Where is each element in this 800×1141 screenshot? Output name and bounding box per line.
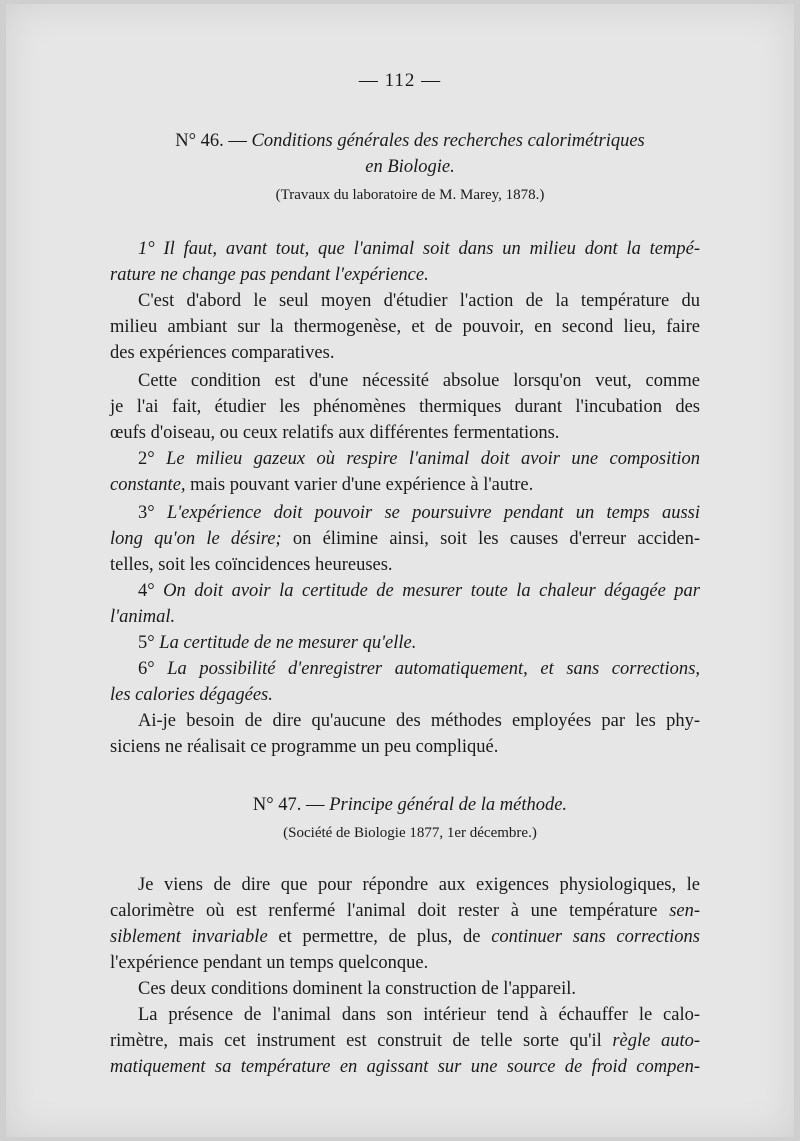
paragraph-line: des expériences comparatives. [110,343,335,363]
paragraph-line: long qu'on le désire; on élimine ainsi, soit les causes d'erreur acciden- [110,529,701,549]
section-47-number: N° 47. — [252,795,325,815]
paragraph-line: rature ne change pas pendant l'expérience. [110,265,429,285]
paragraph-line: œufs d'oiseau, ou ceux relatifs aux différentes fermentations. [110,423,560,443]
paragraph-line: 4° On doit avoir la certitude de mesurer toute la chaleur dégagée par [138,581,701,601]
paragraph-line: Ces deux conditions dominent la construction de l'appareil. [138,979,576,999]
paragraph-line: 3° L'expérience doit pouvoir se poursuivre pendant un temps aussi [138,503,700,523]
paragraph-line: l'animal. [110,607,176,627]
paragraph-line: l'expérience pendant un temps quelconque. [110,953,429,973]
paragraph-line: Je viens de dire que pour répondre aux exigences physiologiques, le [138,875,700,895]
paragraph-line: 2° Le milieu gazeux où respire l'animal doit avoir une composition [138,449,700,469]
paragraph-line: les calories dégagées. [110,685,273,705]
section-47-title [130,792,690,818]
section-47-title-text: Principe général de la méthode. [329,795,568,815]
paragraph-line: Cette condition est d'une nécessité absolue lorsqu'on veut, comme [138,371,700,391]
paragraph-line: matiquement sa température en agissant sur une source de froid compen- [110,1057,700,1077]
section-47-source: (Société de Biologie 1877, 1er décembre.) [283,825,537,841]
paragraph-line: je l'ai fait, étudier les phénomènes thermiques durant l'incubation des [110,397,700,417]
section-46-title: Conditions générales des recherches calorimétriques [251,131,645,151]
paragraph-line: Ai-je besoin de dire qu'aucune des méthodes employées par les phy- [138,711,700,731]
book-page [6,4,794,1137]
section-46-title-line1 [130,128,690,154]
paragraph-line: siblement invariable et permettre, de plus, de continuer sans corrections [110,927,700,947]
paragraph-line: 1° Il faut, avant tout, que l'animal soit dans un milieu dont la tempé- [138,239,700,259]
paragraph-line: C'est d'abord le seul moyen d'étudier l'action de la température du [138,291,700,311]
section-46-source: (Travaux du laboratoire de M. Marey, 1878.) [275,187,545,203]
paragraph-line: 6° La possibilité d'enregistrer automatiquement, et sans corrections, [138,659,701,679]
section-46-number: N° 46. — [175,131,247,151]
paragraph-line: 5° La certitude de ne mesurer qu'elle. [138,633,417,653]
paragraph-line: rimètre, mais cet instrument est construit de telle sorte qu'il règle auto- [110,1031,701,1051]
paragraph-line: calorimètre où est renfermé l'animal doit rester à une température sen- [110,901,701,921]
paragraph-line: constante, mais pouvant varier d'une expérience à l'autre. [110,475,534,495]
page-number: — 112 — [358,70,442,91]
paragraph-line: La présence de l'animal dans son intérieur tend à échauffer le calo- [138,1005,700,1025]
paragraph-line: siciens ne réalisait ce programme un peu compliqué. [110,737,499,757]
section-46-title-line2: en Biologie. [365,157,455,177]
paragraph-line: telles, soit les coïncidences heureuses. [110,555,393,575]
paragraph-line: milieu ambiant sur la thermogenèse, et de pouvoir, en second lieu, faire [110,317,700,337]
